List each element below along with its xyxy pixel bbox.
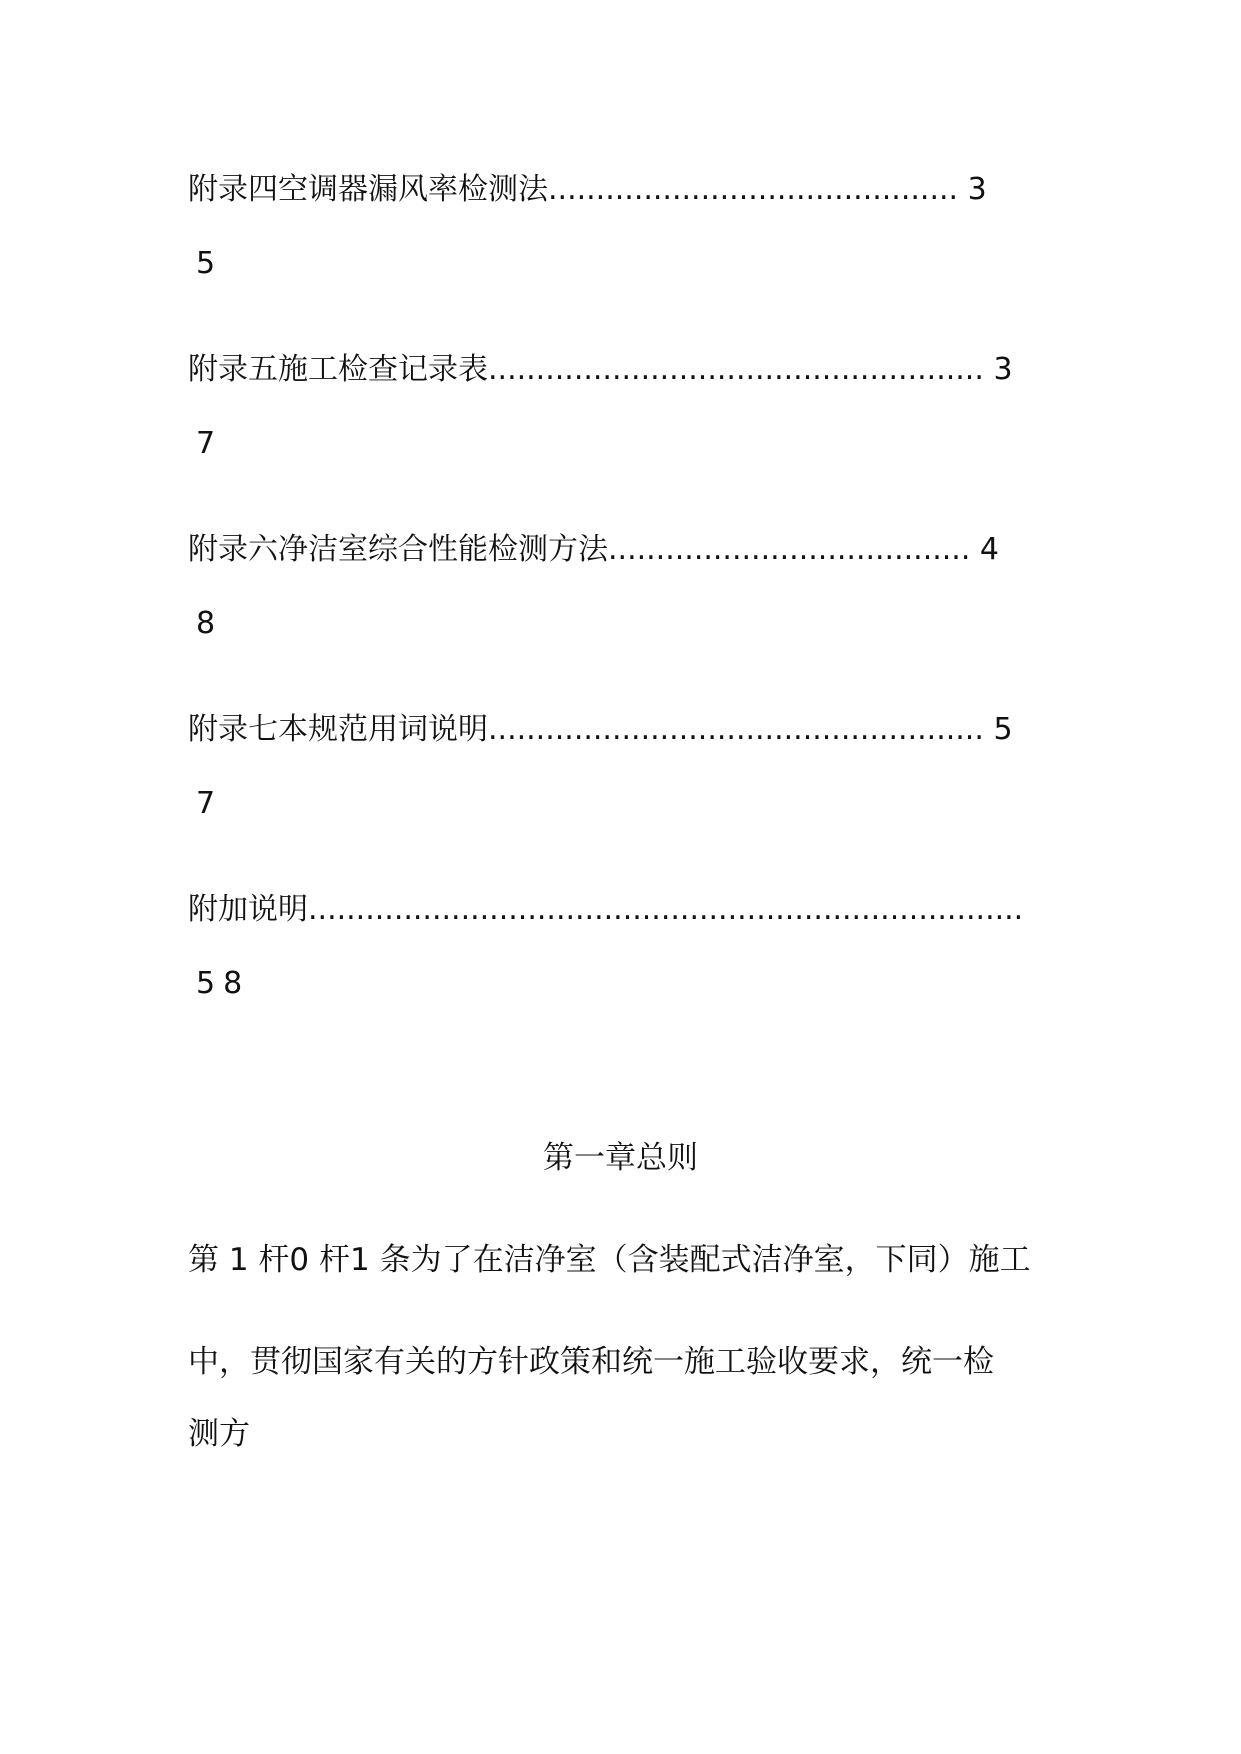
toc-entry-line [188,350,1013,390]
body-line: 测方 [188,1416,250,1452]
toc-leader-dots: ........................................... [548,172,959,207]
toc-leader-dots: ........................................................................... [308,892,1024,927]
toc-entry-label: 附加说明 [188,892,308,927]
toc-page-number-continued: 5 [196,246,224,281]
toc-entry-label: 附录七本规范用词说明 [188,712,488,747]
toc-page-number-continued: 7 [196,786,224,821]
toc-page-number: 3 [967,172,987,207]
chapter-title: 第一章总则 [543,1140,698,1176]
body-line: 第 1 杆0 杆1 条为了在洁净室（含装配式洁净室，下同）施工 [188,1242,1031,1278]
toc-leader-dots: ...................................... [608,532,971,567]
toc-entry-label: 附录四空调器漏风率检测法 [188,172,548,207]
toc-leader-dots: .................................................... [488,352,984,387]
toc-entry-line [188,890,1023,930]
toc-entry-line [188,170,987,210]
toc-page-number: 4 [979,532,1000,567]
body-line: 中，贯彻国家有关的方针政策和统一施工验收要求，统一检 [188,1344,994,1380]
toc-leader-dots: .................................................... [488,712,984,747]
toc-page-number-continued: 7 [196,426,224,461]
toc-page-number: 3 [993,352,1013,387]
toc-page-number-continued: 8 [196,606,224,641]
toc-entry-line [188,530,999,570]
toc-entry-label: 附录五施工检查记录表 [188,352,488,387]
toc-entry-line [188,710,1013,750]
toc-entry-label: 附录六净洁室综合性能检测方法 [188,532,608,567]
toc-page-number: 5 [993,712,1013,747]
toc-page-number-continued: 58 [196,966,251,1001]
